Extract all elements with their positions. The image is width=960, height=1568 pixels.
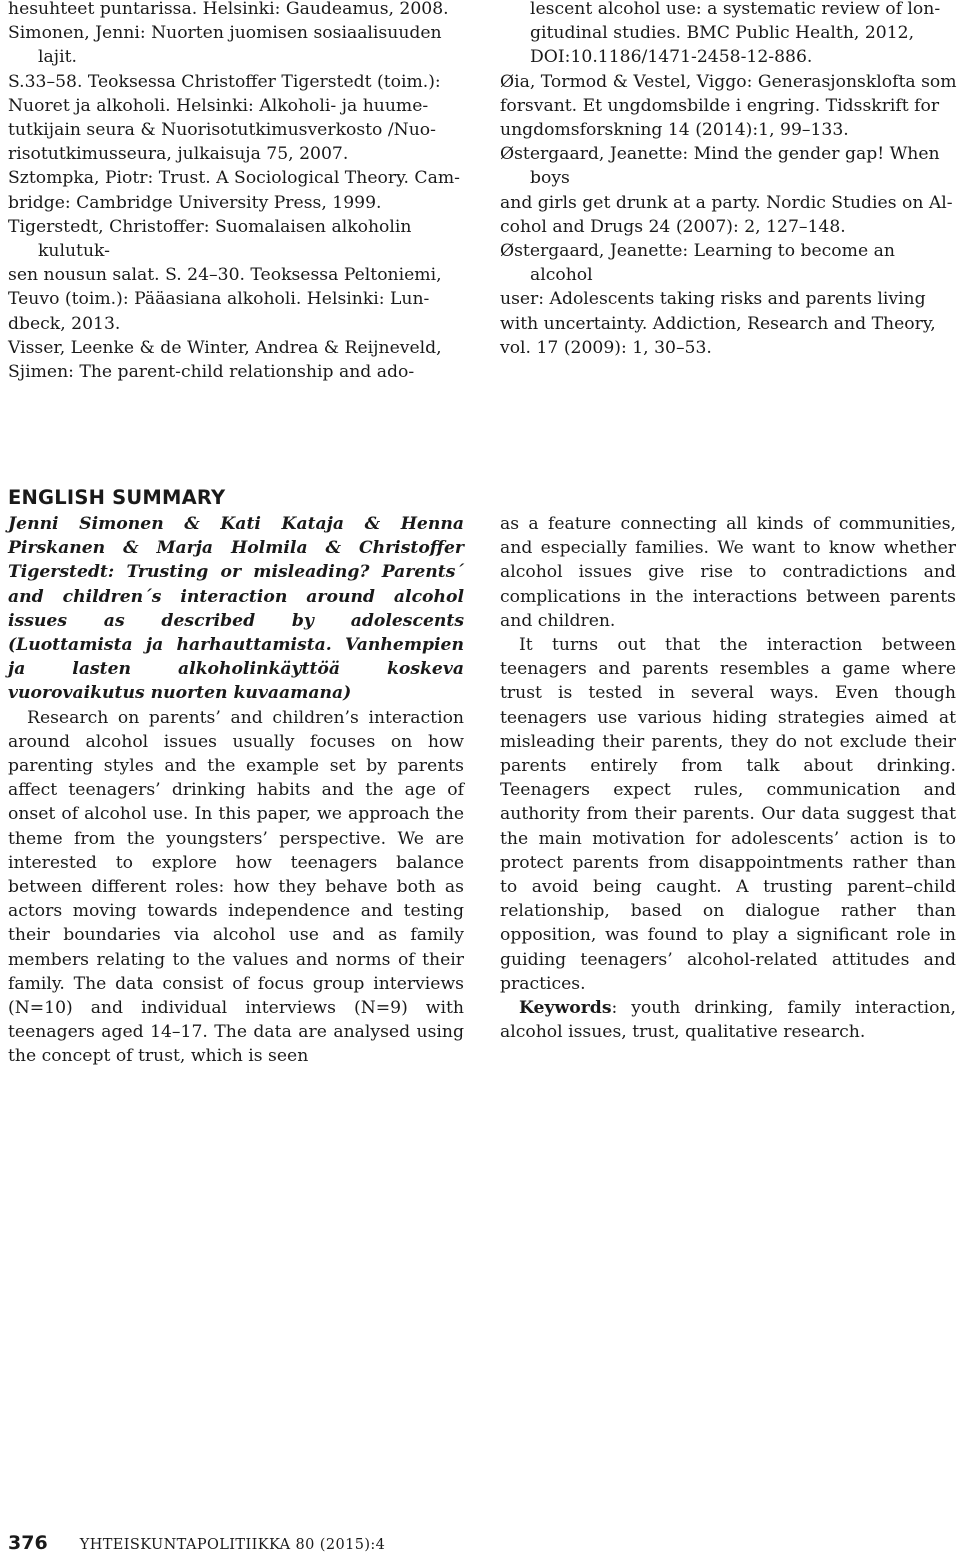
reference-line: Østergaard, Jeanette: Learning to become an alcohol xyxy=(500,241,895,286)
reference-entry xyxy=(8,336,472,384)
reference-line: S.33–58. Teoksessa Christoffer Tigerstedt (toim.): xyxy=(8,71,441,92)
page-number: 376 xyxy=(8,1532,48,1554)
reference-line: Sztompka, Piotr: Trust. A Sociological Theory. Cam- xyxy=(8,168,460,189)
summary-paragraph-1-continued: as a feature connecting all kinds of communities, and especially families. We want to know whether alcohol issues give rise to contradictions and complications in the interactions between parents and children. xyxy=(500,514,956,631)
reference-line: and girls get drunk at a party. Nordic Studies on Al- xyxy=(500,192,953,213)
keywords-text: : youth drinking, family interaction, alcohol issues, trust, qualitative research. xyxy=(500,998,956,1043)
reference-line: lescent alcohol use: a systematic review of lon- xyxy=(530,0,941,19)
reference-line: Tigerstedt, Christoffer: Suomalaisen alkoholin kulutuk- xyxy=(8,216,412,262)
summary-right-column xyxy=(500,512,956,1044)
summary-article-title: Jenni Simonen & Kati Kataja & Henna Pirskanen & Marja Holmila & Christoffer Tigerstedt: Trusting or misleading? Parents´ and children´s interaction around alcohol issues as described by adolescents (Luottamista ja harhauttamista. Vanhempien ja lasten alkoholinkäyttöä koskeva vuorovaikutus nuorten kuvaamana) xyxy=(8,514,464,704)
reference-line: hesuhteet puntarissa. Helsinki: Gaudeamus, 2008. xyxy=(8,0,449,19)
reference-line: Nuoret ja alkoholi. Helsinki: Alkoholi- ja huume- xyxy=(8,95,429,116)
reference-entry xyxy=(8,215,472,336)
reference-entry xyxy=(8,0,472,21)
reference-entry xyxy=(500,142,960,239)
journal-name: YHTEISKUNTAPOLITIIKKA 80 (2015):4 xyxy=(79,1537,386,1553)
reference-line: Simonen, Jenni: Nuorten juomisen sosiaalisuuden lajit. xyxy=(8,23,442,68)
keywords-label: Keywords xyxy=(519,998,612,1019)
reference-entry xyxy=(500,0,960,70)
reference-line: Teuvo (toim.): Pääasiana alkoholi. Helsinki: Lun- xyxy=(8,289,430,310)
reference-line: Sjimen: The parent-child relationship and ado- xyxy=(8,362,415,383)
summary-left-column xyxy=(8,512,464,1069)
reference-line: forsvant. Et ungdomsbilde i engring. Tidsskrift for xyxy=(500,95,940,116)
english-summary-heading: ENGLISH SUMMARY xyxy=(8,486,226,509)
reference-line: Øia, Tormod & Vestel, Viggo: Generasjonsklofta som xyxy=(500,71,957,92)
references-left-column xyxy=(8,0,472,384)
page-footer xyxy=(8,1532,385,1554)
references-right-column xyxy=(500,0,960,360)
reference-line: vol. 17 (2009): 1, 30–53. xyxy=(500,337,712,358)
reference-line: sen nousun salat. S. 24–30. Teoksessa Peltoniemi, xyxy=(8,265,442,286)
reference-line: Visser, Leenke & de Winter, Andrea & Reijneveld, xyxy=(8,337,442,358)
reference-line: cohol and Drugs 24 (2007): 2, 127–148. xyxy=(500,216,846,237)
reference-line: bridge: Cambridge University Press, 1999. xyxy=(8,192,382,213)
reference-line: risotutkimusseura, julkaisuja 75, 2007. xyxy=(8,144,349,165)
reference-line: Østergaard, Jeanette: Mind the gender gap! When boys xyxy=(500,144,940,189)
summary-keywords xyxy=(500,996,956,1044)
summary-paragraph-1: Research on parents’ and children’s interaction around alcohol issues usually focuses on how parenting styles and the example set by parents affect teenagers’ drinking habits and the age of onset of alcohol use. In this paper, we approach the theme from the youngsters’ perspective. We are interested to explore how teenagers balance between different roles: how they behave both as actors moving towards independence and testing their boundaries via alcohol use and as family members relating to the values and norms of their family. The data consist of focus group interviews (N=10) and individual interviews (N=9) with teenagers aged 14–17. The data are analysed using the concept of trust, which is seen xyxy=(8,707,464,1067)
reference-entry xyxy=(8,166,472,214)
reference-line: DOI:10.1186/1471-2458-12-886. xyxy=(530,47,813,68)
reference-line: dbeck, 2013. xyxy=(8,313,121,334)
reference-line: with uncertainty. Addiction, Research and Theory, xyxy=(500,313,936,334)
reference-line: user: Adolescents taking risks and parents living xyxy=(500,289,926,310)
reference-line: gitudinal studies. BMC Public Health, 2012, xyxy=(530,23,915,44)
reference-line: ungdomsforskning 14 (2014):1, 99–133. xyxy=(500,120,849,141)
reference-entry xyxy=(500,239,960,360)
reference-entry xyxy=(8,21,472,166)
summary-paragraph-2: It turns out that the interaction between teenagers and parents resembles a game where trust is tested in several ways. Even though teenagers use various hiding strategies aimed at misleading their parents, they do not exclude their parents entirely from talk about drinking. Teenagers expect rules, communication and authority from their parents. Our data suggest that the main motivation for adolescents’ action is to protect parents from disappointments rather than to avoid being caught. A trusting parent–child relationship, based on dialogue rather than opposition, was found to play a significant role in guiding teenagers’ alcohol-related attitudes and practices. xyxy=(500,635,956,994)
reference-entry xyxy=(500,70,960,143)
reference-line: tutkijain seura & Nuorisotutkimusverkosto /Nuo- xyxy=(8,120,436,141)
